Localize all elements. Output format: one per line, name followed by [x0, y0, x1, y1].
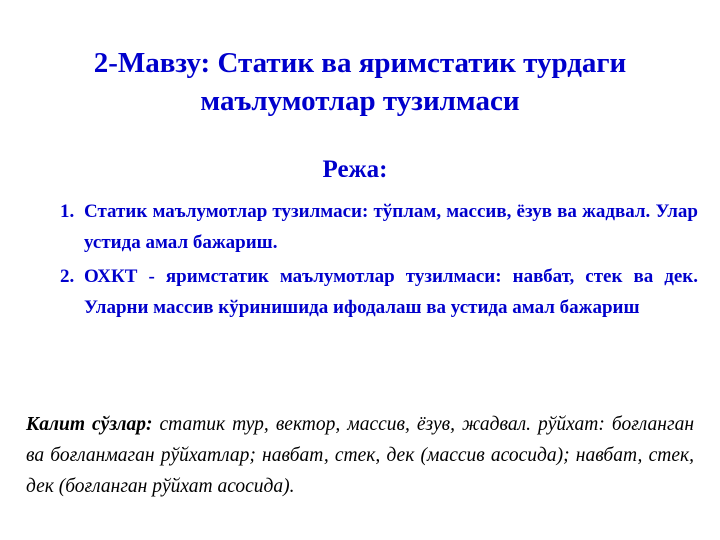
plan-item-text: Статик маълумотлар тузилмаси: тўплам, массив, ёзув ва жадвал. Улар устида амал бажариш.: [84, 201, 698, 253]
keywords-label: Калит сўзлар:: [26, 414, 153, 435]
keywords-paragraph: [26, 409, 694, 502]
plan-item-text: ОХКТ - яримстатик маълумотлар тузилмаси: навбат, стек ва дек. Уларни массив кўринишида ифодалаш ва устида амал бажариш: [84, 266, 698, 318]
plan-item-number: 1.: [60, 201, 75, 222]
slide-title-line-1: 2-Мавзу: Статик ва яримстатик турдаги: [93, 47, 627, 79]
plan-item: [58, 196, 698, 258]
keywords-text: статик тур, вектор, массив, ёзув, жадвал. рўйхат: боғланган ва боғланмаган рўйхатлар; навбат, стек, дек (массив асосида); навбат, стек, дек (боғланган рўйхат асосида).: [26, 414, 695, 497]
plan-heading: Режа:: [322, 156, 388, 183]
slide-title: [20, 44, 700, 120]
plan-list: [58, 196, 698, 326]
plan-item: [58, 261, 698, 323]
plan-item-number: 2.: [60, 266, 75, 287]
slide-title-line-2: маълумотлар тузилмаси: [200, 85, 520, 117]
